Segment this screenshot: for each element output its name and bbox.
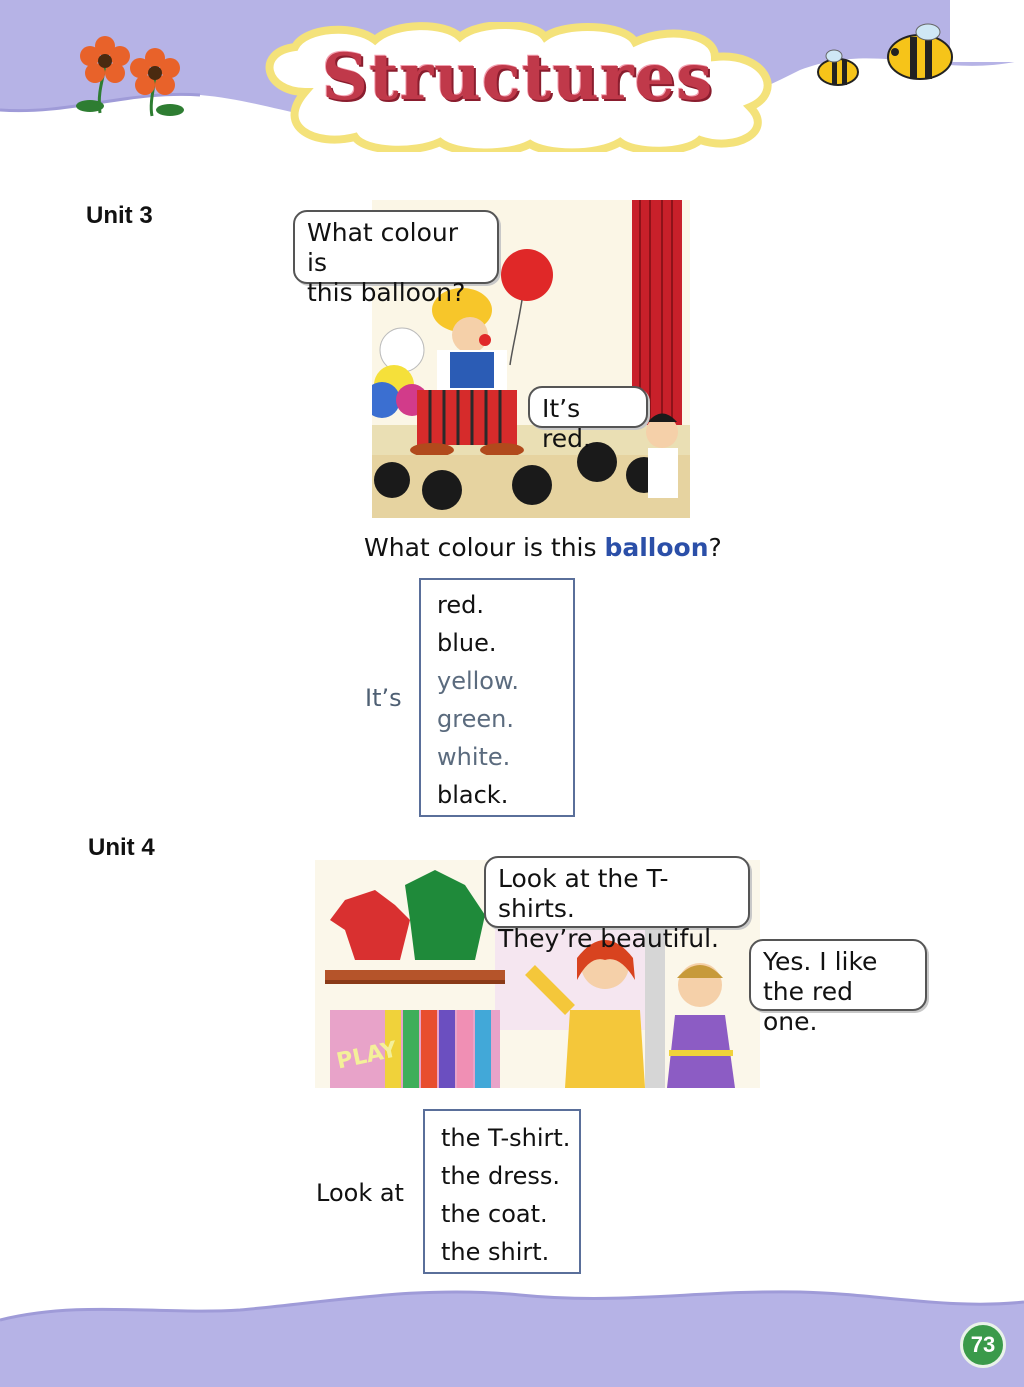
unit-3-lead: It’s <box>365 684 402 712</box>
clothes-option: the T-shirt. <box>441 1124 571 1152</box>
colour-option: green. <box>437 705 514 733</box>
unit-4-label: Unit 4 <box>88 834 155 861</box>
colour-option: blue. <box>437 629 497 657</box>
colour-options-box <box>419 578 575 817</box>
flowers-decoration <box>70 18 190 118</box>
footer-band <box>0 1280 1024 1387</box>
clothes-option: the dress. <box>441 1162 560 1190</box>
clothes-option: the shirt. <box>441 1238 550 1266</box>
unit-4-lead: Look at <box>316 1179 404 1207</box>
speech-bubble-girl: Look at the T-shirts. They’re beautiful. <box>484 856 750 928</box>
colour-option: red. <box>437 591 484 619</box>
speech-bubble-boy: Yes. I like the red one. <box>749 939 927 1011</box>
speech-bubble-question: What colour is this balloon? <box>293 210 499 284</box>
shop-sign: PLAY <box>334 1037 400 1075</box>
page-title: Structures <box>321 40 714 115</box>
colour-option: black. <box>437 781 509 809</box>
structure-question <box>364 533 722 562</box>
unit-3-label: Unit 3 <box>86 202 153 229</box>
colour-option: white. <box>437 743 511 771</box>
page-number-badge: 73 <box>960 1322 1006 1368</box>
bees-decoration <box>810 22 960 92</box>
speech-bubble-answer: It’s red. <box>528 386 648 428</box>
clothes-option: the coat. <box>441 1200 548 1228</box>
question-mark: ? <box>708 533 722 562</box>
clothes-options-box <box>423 1109 581 1274</box>
colour-option: yellow. <box>437 667 520 695</box>
question-text: What colour is this <box>364 533 605 562</box>
question-keyword: balloon <box>604 533 709 562</box>
